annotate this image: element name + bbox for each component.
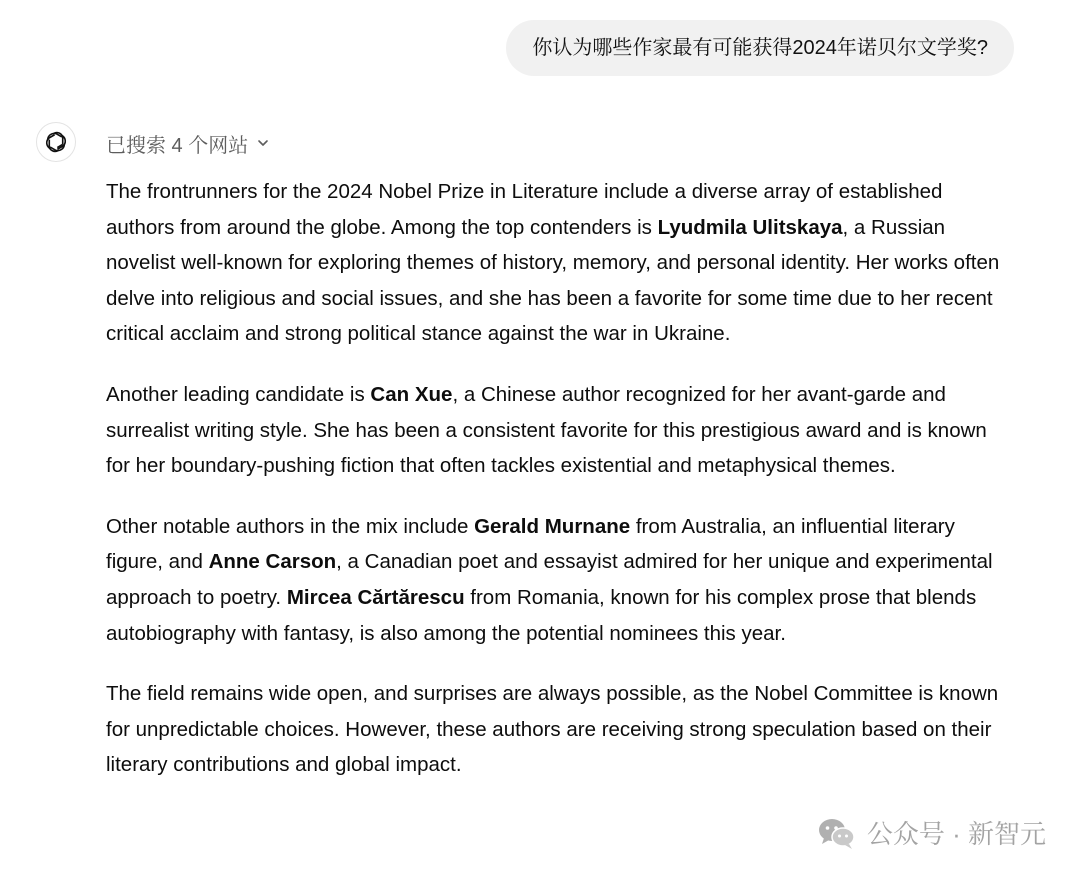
watermark-text: 公众号 · 新智元 [866, 819, 1046, 849]
wechat-icon [817, 816, 857, 850]
watermark [817, 814, 1046, 851]
response-paragraph [106, 377, 1016, 484]
user-message-text: 你认为哪些作家最有可能获得2024年诺贝尔文学奖? [532, 37, 988, 59]
paragraph-text: , a Russian novelist well-known for exploring themes of history, memory, and personal identity. Her works often delve into religious and social issues, and she has been a favorite for some time due to her recent critical acclaim and strong political stance against the war in Ukraine. [106, 215, 1000, 346]
paragraph-text: , a Canadian poet and essayist admired for her unique and experimental approach to poetry. [106, 550, 993, 609]
author-name: Can Xue [370, 382, 453, 406]
author-name: Mircea Cărtărescu [286, 585, 465, 609]
openai-logo-icon [43, 129, 69, 155]
paragraph-text: from Australia, an influential literary figure, and [106, 514, 955, 574]
search-status-label: 已搜索 4 个网站 [106, 134, 249, 157]
user-message-bubble [506, 20, 1014, 76]
chevron-down-icon [256, 136, 270, 150]
author-name: Gerald Murnane [474, 514, 631, 538]
paragraph-text: from Romania, known for his complex prose that blends autobiography with fantasy, is also among the potential nominees this year. [106, 585, 977, 645]
author-name: Lyudmila Ulitskaya [657, 215, 843, 239]
response-paragraph [106, 509, 1016, 651]
paragraph-text: Other notable authors in the mix include [106, 514, 475, 538]
response-paragraph [106, 174, 1016, 352]
author-name: Anne Carson [208, 550, 337, 574]
assistant-avatar [36, 122, 76, 162]
paragraph-text: , a Chinese author recognized for her avant-garde and surrealist writing style. She has been a consistent favorite for this prestigious award and is known for her boundary-pushing fiction that often tackles existential and metaphysical themes. [106, 382, 987, 478]
paragraph-text: Another leading candidate is [106, 382, 371, 406]
paragraph-text: The field remains wide open, and surprises are always possible, as the Nobel Committee is known for unpredictable choices. However, these authors are receiving strong speculation based on their literary contributions and global impact. [106, 682, 999, 777]
paragraph-text: The frontrunners for the 2024 Nobel Prize in Literature include a diverse array of established authors from around the globe. Among the top contenders is [106, 180, 943, 239]
assistant-response [106, 174, 1016, 808]
response-paragraph [106, 676, 1016, 783]
search-sources-toggle[interactable] [106, 128, 270, 158]
